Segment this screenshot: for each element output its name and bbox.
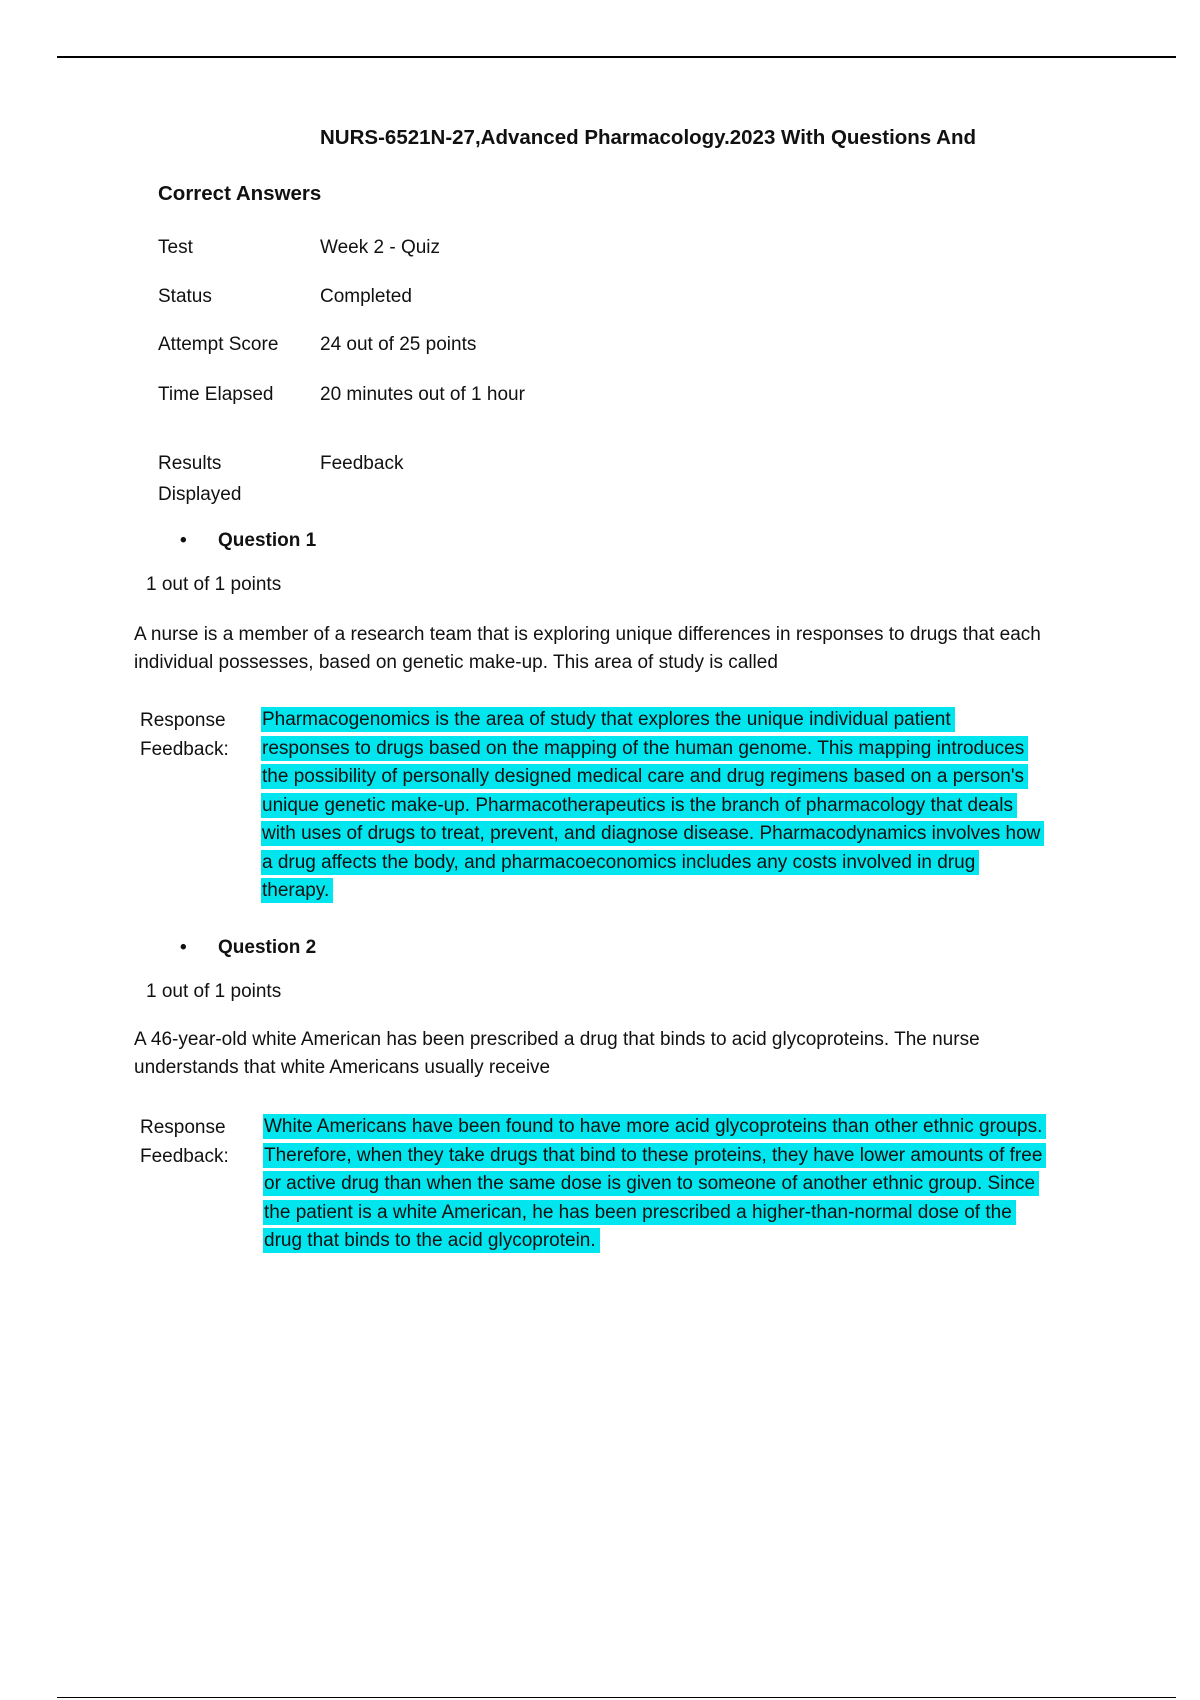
results-displayed-label: Results Displayed: [158, 453, 242, 505]
question-1-feedback-text: Pharmacogenomics is the area of study that explores the unique individual patient responses to drugs based on the mapping of the human genome. This mapping introduces the possibility of personally designed medical care and drug regimens based on a person's unique genetic make-up. Pharmacotherapeutics is the branch of pharmacology that deals with uses of drugs to treat, prevent, and diagnose disease. Pharmacodynamics involves how a drug affects the body, and pharmacoeconomics includes any costs involved in drug therapy.: [261, 707, 1044, 903]
question-1-feedback-label: Response Feedback:: [140, 710, 229, 760]
results-displayed-value: Feedback: [320, 453, 404, 474]
document-title-continued: Correct Answers: [158, 182, 322, 205]
test-label: Test: [158, 237, 193, 258]
attempt-score-value: 24 out of 25 points: [320, 334, 477, 355]
question-2-text: A 46-year-old white American has been prescribed a drug that binds to acid glycoproteins. The nurse understands that white Americans usually receive: [134, 1029, 980, 1078]
question-2-heading: [180, 937, 316, 959]
question-1-title: Question 1: [218, 530, 317, 551]
question-1-heading: [180, 530, 316, 552]
question-1-text: A nurse is a member of a research team that is exploring unique differences in responses to drugs that each individual possesses, based on genetic make-up. This area of study is called: [134, 624, 1041, 673]
document-title: NURS-6521N-27,Advanced Pharmacology.2023 With Questions And: [320, 126, 976, 149]
status-label: Status: [158, 286, 212, 307]
bullet-icon: •: [180, 937, 187, 958]
question-2-feedback-label: Response Feedback:: [140, 1117, 229, 1167]
status-value: Completed: [320, 286, 412, 307]
question-2-feedback: [263, 1113, 1043, 1256]
bottom-rule: [57, 1697, 1176, 1698]
test-value: Week 2 - Quiz: [320, 237, 441, 258]
top-rule: [57, 56, 1176, 58]
bullet-icon: •: [180, 530, 187, 551]
question-2-feedback-text: White Americans have been found to have more acid glycoproteins than other ethnic groups. Therefore, when they take drugs that bind to these proteins, they have lower amounts of free or active drug than when the same dose is given to someone of another ethnic group. Since the patient is a white American, he has been prescribed a higher-than-normal dose of the drug that binds to the acid glycoprotein.: [263, 1114, 1046, 1253]
time-elapsed-value: 20 minutes out of 1 hour: [320, 384, 525, 405]
question-2-points: 1 out of 1 points: [146, 981, 282, 1002]
question-1-points: 1 out of 1 points: [146, 574, 282, 595]
question-2-title: Question 2: [218, 937, 317, 958]
attempt-score-label: Attempt Score: [158, 334, 279, 355]
time-elapsed-label: Time Elapsed: [158, 384, 274, 405]
question-1-feedback: [261, 706, 1041, 906]
